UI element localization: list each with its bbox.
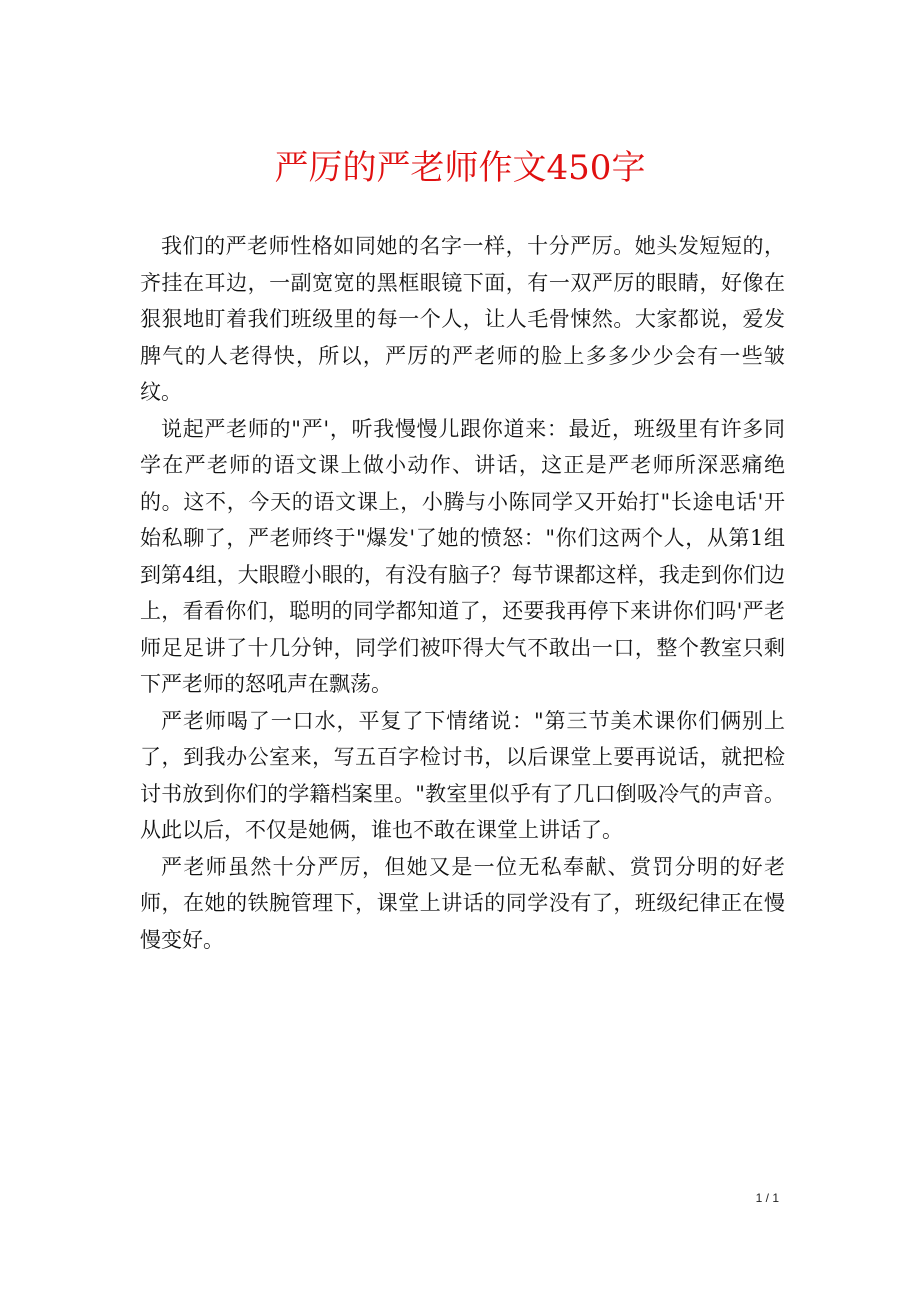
paragraph-3: 严老师喝了一口水，平复了下情绪说："第三节美术课你们俩别上了，到我办公室来，写五百字检讨书，以后课堂上要再说话，就把检讨书放到你们的学籍档案里。"教室里似乎有了几口倒吸冷气的声音。从此以后，不仅是她俩，谁也不敢在课堂上讲话了。 [140, 708, 785, 842]
paragraph-4: 严老师虽然十分严厉，但她又是一位无私奉献、赏罚分明的好老师，在她的铁腕管理下，课堂上讲话的同学没有了，班级纪律正在慢慢变好。 [140, 854, 785, 952]
page-number: 1 / 1 [755, 1191, 779, 1205]
document-body [140, 228, 785, 958]
paragraph-1: 我们的严老师性格如同她的名字一样，十分严厉。她头发短短的，齐挂在耳边，一副宽宽的黑框眼镜下面，有一双严厉的眼睛，好像在狠狠地盯着我们班级里的每一个人，让人毛骨悚然。大家都说，爱发脾气的人老得快，所以，严厉的严老师的脸上多多少少会有一些皱纹。 [140, 234, 785, 404]
document-title: 严厉的严老师作文450字 [274, 148, 646, 188]
paragraph-2: 说起严老师的"严'，听我慢慢儿跟你道来：最近，班级里有许多同学在严老师的语文课上做小动作、讲话，这正是严老师所深恶痛绝的。这不，今天的语文课上，小腾与小陈同学又开始打"长途电话'开始私聊了，严老师终于"爆发'了她的愤怒："你们这两个人，从第1组到第4组，大眼瞪小眼的，有没有脑子？每节课都这样，我走到你们边上，看看你们，聪明的同学都知道了，还要我再停下来讲你们吗'严老师足足讲了十几分钟，同学们被吓得大气不敢出一口，整个教室只剩下严老师的怒吼声在飘荡。 [140, 416, 785, 696]
